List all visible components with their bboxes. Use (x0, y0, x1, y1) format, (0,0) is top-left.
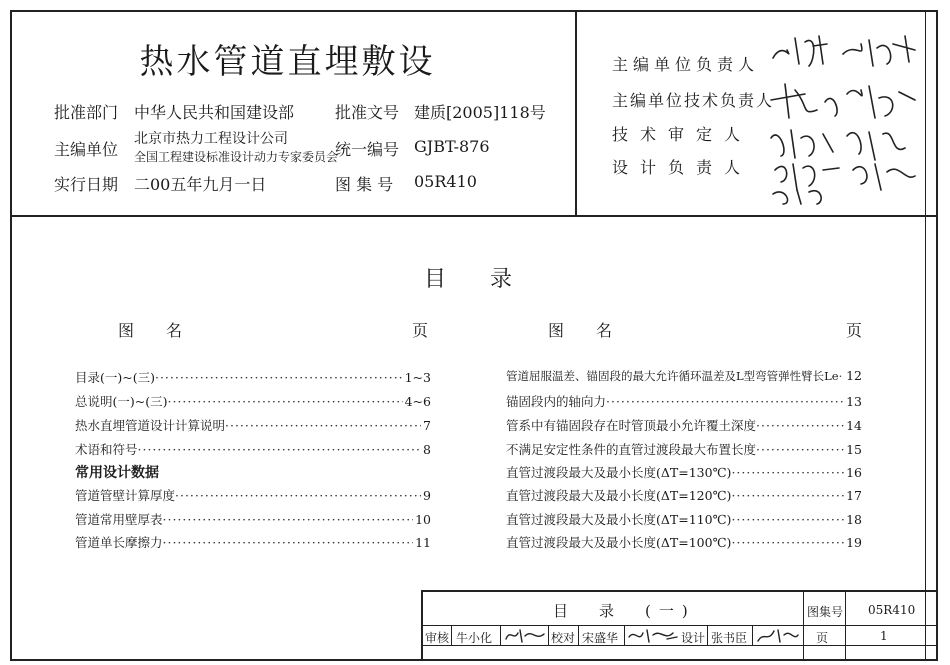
toc-leader-dots (731, 535, 844, 550)
resp-role-tech-review: 技术审定人 (612, 125, 753, 144)
tb-cell-rule (707, 625, 708, 645)
toc-entry-page: 17 (846, 488, 862, 503)
toc-entry-page: 14 (846, 418, 862, 433)
tb-design-name: 张书臣 (711, 631, 748, 645)
title-block-mid-rule (421, 625, 938, 626)
resp-role-chief-unit: 主编单位负责人 (612, 55, 760, 74)
toc-entry-label: 直管过渡段最大及最小长度(ΔT=130℃) (506, 465, 732, 480)
approval-dept-value: 中华人民共和国建设部 (134, 103, 295, 122)
toc-entry-label: 不满足安定性条件的直管过渡段最大布置长度 (506, 442, 757, 457)
tb-cell-rule (548, 625, 549, 645)
right-margin-rule (925, 10, 926, 661)
toc-entry-page: 15 (846, 442, 862, 457)
check-signature (627, 627, 679, 644)
toc-entry[interactable] (75, 440, 431, 458)
review-signature (504, 627, 546, 644)
header-divider (575, 10, 577, 216)
page-title: 热水管道直埋敷设 (139, 42, 436, 82)
toc-entry[interactable] (506, 533, 862, 551)
toc-entry[interactable] (75, 486, 431, 504)
title-block-top-rule (421, 590, 938, 592)
resp-role-design-lead: 设计负责人 (612, 158, 753, 177)
toc-leader-dots (175, 488, 421, 503)
toc-entry-page: 8 (423, 442, 431, 457)
toc-left-header-name: 图 名 (118, 321, 183, 340)
toc-entry-page: 4~6 (404, 394, 431, 409)
toc-entry-label: 热水直埋管道设计计算说明 (75, 418, 226, 433)
toc-entry-page: 13 (846, 394, 862, 409)
toc-entry-label: 术语和符号 (75, 442, 138, 457)
toc-entry-label: 管道管壁计算厚度 (75, 488, 176, 503)
toc-entry-label: 管系中有锚固段存在时管顶最小允许覆土深度 (506, 418, 757, 433)
toc-leader-dots (225, 418, 421, 433)
toc-entry-label: 直管过渡段最大及最小长度(ΔT=100℃) (506, 535, 732, 550)
toc-entry[interactable] (506, 368, 862, 386)
chief-unit-label: 主编单位 (54, 140, 119, 159)
toc-entry[interactable] (75, 510, 431, 528)
toc-entry[interactable] (75, 533, 431, 551)
toc-leader-dots (756, 442, 844, 457)
tb-cell-rule (752, 625, 753, 645)
chief-unit-value-1: 北京市热力工程设计公司 (134, 131, 288, 147)
toc-section-heading: 常用设计数据 (75, 465, 159, 481)
toc-leader-dots (606, 394, 844, 409)
toc-entry[interactable] (75, 392, 431, 410)
toc-entry-label: 管道常用壁厚表 (75, 512, 163, 527)
toc-entry-page: 18 (846, 512, 862, 527)
tb-review-label: 审核 (425, 631, 450, 645)
approval-doc-value: 建质[2005]118号 (414, 103, 546, 122)
toc-entry-label: 目录(一)~(三) (75, 370, 155, 385)
toc-entry[interactable] (75, 416, 431, 434)
toc-entry-label: 管道屈服温差、锚固段的最大允许循环温差及L型弯管弹性臂长Le (506, 369, 839, 383)
tb-cell-rule (451, 625, 452, 645)
title-block-divider (803, 590, 804, 661)
toc-entry-page: 19 (846, 535, 862, 550)
tb-design-label: 设计 (681, 631, 706, 645)
tb-atlas-no-value: 05R410 (868, 603, 916, 617)
tb-review-name: 牛小化 (456, 631, 493, 645)
toc-entry-label: 管道单长摩擦力 (75, 535, 163, 550)
toc-entry[interactable] (506, 463, 862, 481)
toc-leader-dots (731, 465, 844, 480)
resp-role-tech-chief: 主编单位技术负责人 (612, 91, 775, 110)
tb-page-label: 页 (816, 631, 829, 645)
toc-leader-dots (731, 512, 844, 527)
toc-leader-dots (138, 442, 422, 457)
toc-entry[interactable] (506, 486, 862, 504)
toc-entry[interactable] (506, 510, 862, 528)
tb-cell-rule (578, 625, 579, 645)
drawing-title: 目 录 (一) (553, 602, 696, 620)
toc-leader-dots (163, 512, 414, 527)
atlas-no-value: 05R410 (414, 172, 477, 191)
tb-check-label: 校对 (551, 631, 576, 645)
effective-date-label: 实行日期 (54, 175, 119, 194)
atlas-no-label: 图 集 号 (335, 175, 394, 194)
toc-right-header-name: 图 名 (548, 321, 613, 340)
toc-leader-dots (167, 394, 402, 409)
tb-cell-rule (500, 625, 501, 645)
tb-atlas-no-label: 图集号 (807, 605, 844, 619)
toc-entry-label: 直管过渡段最大及最小长度(ΔT=110℃) (506, 512, 732, 527)
toc-entry-page: 7 (423, 418, 431, 433)
toc-entry-page: 1~3 (404, 370, 431, 385)
toc-left-header-page: 页 (412, 321, 429, 340)
toc-entry-page: 11 (415, 535, 431, 550)
toc-entry-label: 锚固段内的轴向力 (506, 394, 607, 409)
toc-entry-page: 16 (846, 465, 862, 480)
toc-entry-page: 12 (846, 368, 862, 383)
toc-leader-dots (756, 418, 844, 433)
tb-page-value: 1 (880, 629, 888, 643)
toc-entry-page: 10 (415, 512, 431, 527)
toc-entry[interactable] (75, 368, 431, 386)
unified-no-value: GJBT-876 (414, 137, 490, 156)
toc-entry[interactable] (506, 392, 862, 410)
toc-right-header-page: 页 (846, 321, 863, 340)
toc-entry-page: 9 (423, 488, 431, 503)
toc-leader-dots (731, 488, 844, 503)
approval-doc-label: 批准文号 (335, 103, 400, 122)
tb-cell-rule (624, 625, 625, 645)
toc-title: 目 录 (424, 267, 513, 292)
toc-leader-dots (163, 535, 414, 550)
title-block-divider (845, 590, 846, 661)
tb-check-name: 宋盛华 (582, 631, 619, 645)
unified-no-label: 统一编号 (335, 140, 400, 159)
header-bottom-rule (10, 215, 938, 217)
approval-dept-label: 批准部门 (54, 103, 119, 122)
design-signature (756, 627, 800, 644)
toc-leader-dots (155, 370, 403, 385)
toc-entry[interactable] (506, 440, 862, 458)
signature-scribbles (765, 20, 925, 205)
chief-unit-value-2: 全国工程建设标准设计动力专家委员会 (134, 150, 339, 164)
title-block-lower-rule (421, 645, 938, 646)
effective-date-value: 二00五年九月一日 (134, 175, 267, 194)
toc-entry[interactable] (506, 416, 862, 434)
toc-entry-label: 直管过渡段最大及最小长度(ΔT=120℃) (506, 488, 732, 503)
toc-entry-label: 总说明(一)~(三) (75, 394, 168, 409)
